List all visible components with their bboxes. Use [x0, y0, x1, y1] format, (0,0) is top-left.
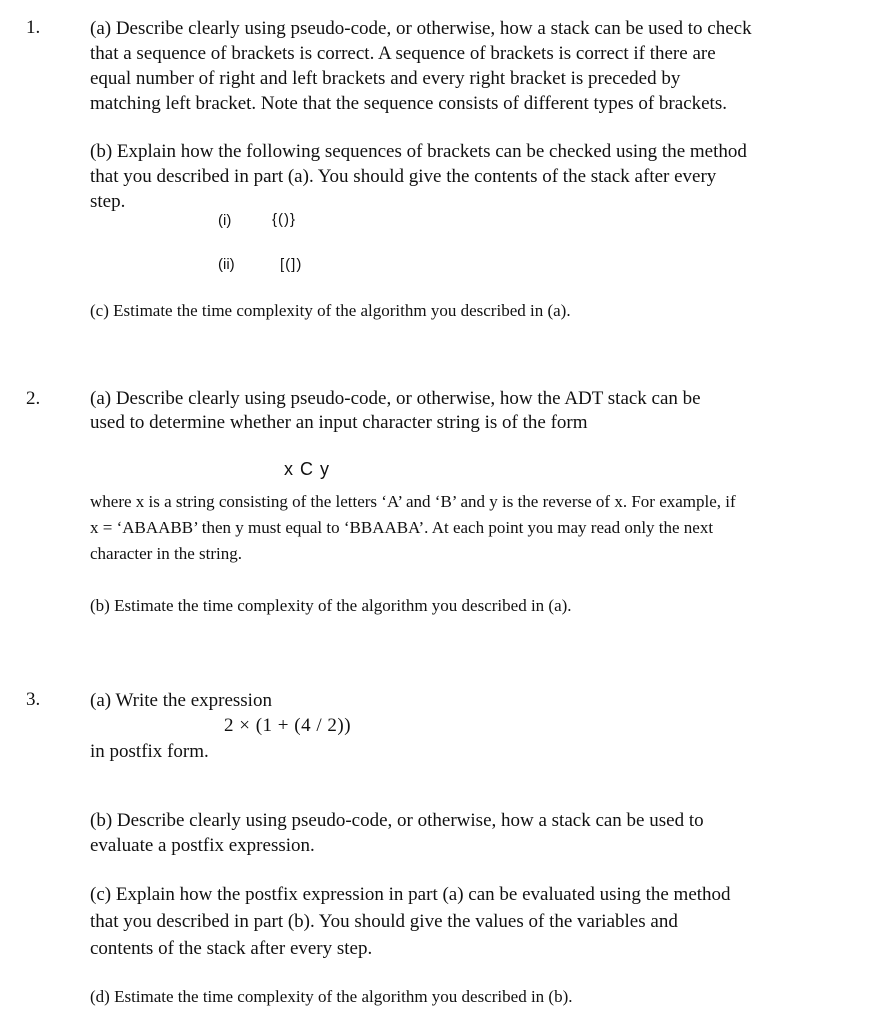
q3-part-b-line-2: evaluate a postfix expression.: [90, 835, 315, 856]
q1-item-ii-sequence: [(]): [280, 256, 303, 273]
q3-part-c-line-3: contents of the stack after every step.: [90, 938, 373, 959]
q1-item-i-sequence: {()}: [272, 211, 297, 228]
q1-part-b-line-1: (b) Explain how the following sequences of brackets can be checked using the method: [90, 141, 747, 162]
q1-item-i-label: (i): [218, 212, 232, 229]
q2-string-form: x C y: [284, 459, 331, 479]
q3-expression: 2 × (1 + (4 / 2)): [224, 715, 352, 736]
q3-part-b-line-1: (b) Describe clearly using pseudo-code, or otherwise, how a stack can be used to: [90, 810, 704, 831]
q1-part-a-line-3: equal number of right and left brackets and every right bracket is preceded by: [90, 68, 681, 89]
q1-item-ii-label: (ii): [218, 256, 235, 273]
q2-where-line-1: where x is a string consisting of the letters ‘A’ and ‘B’ and y is the reverse of x. For example, if: [90, 492, 736, 511]
q1-part-a-line-1: (a) Describe clearly using pseudo-code, or otherwise, how a stack can be used to check: [90, 18, 752, 39]
q2-part-b: (b) Estimate the time complexity of the algorithm you described in (a).: [90, 596, 572, 615]
q1-part-c: (c) Estimate the time complexity of the algorithm you described in (a).: [90, 301, 571, 320]
q3-part-a-outro: in postfix form.: [90, 741, 209, 762]
q3-part-a-intro: (a) Write the expression: [90, 690, 272, 711]
q2-part-a-line-1: (a) Describe clearly using pseudo-code, or otherwise, how the ADT stack can be: [90, 388, 701, 409]
question-2-number: 2.: [26, 388, 41, 409]
q3-part-d: (d) Estimate the time complexity of the algorithm you described in (b).: [90, 987, 573, 1006]
q3-part-c-line-2: that you described in part (b). You should give the values of the variables and: [90, 911, 678, 932]
q1-part-a-line-4: matching left bracket. Note that the sequence consists of different types of brackets.: [90, 93, 727, 114]
question-3-number: 3.: [26, 689, 41, 710]
q2-where-line-3: character in the string.: [90, 544, 242, 563]
question-1-number: 1.: [26, 17, 41, 38]
q2-part-a-line-2: used to determine whether an input character string is of the form: [90, 412, 588, 433]
q2-where-line-2: x = ‘ABAABB’ then y must equal to ‘BBAABA’. At each point you may read only the next: [90, 518, 714, 537]
q1-part-b-line-3: step.: [90, 191, 126, 212]
q1-part-b-line-2: that you described in part (a). You should give the contents of the stack after every: [90, 166, 717, 187]
q1-part-a-line-2: that a sequence of brackets is correct. A sequence of brackets is correct if there are: [90, 43, 716, 64]
q3-part-c-line-1: (c) Explain how the postfix expression in part (a) can be evaluated using the method: [90, 884, 731, 905]
